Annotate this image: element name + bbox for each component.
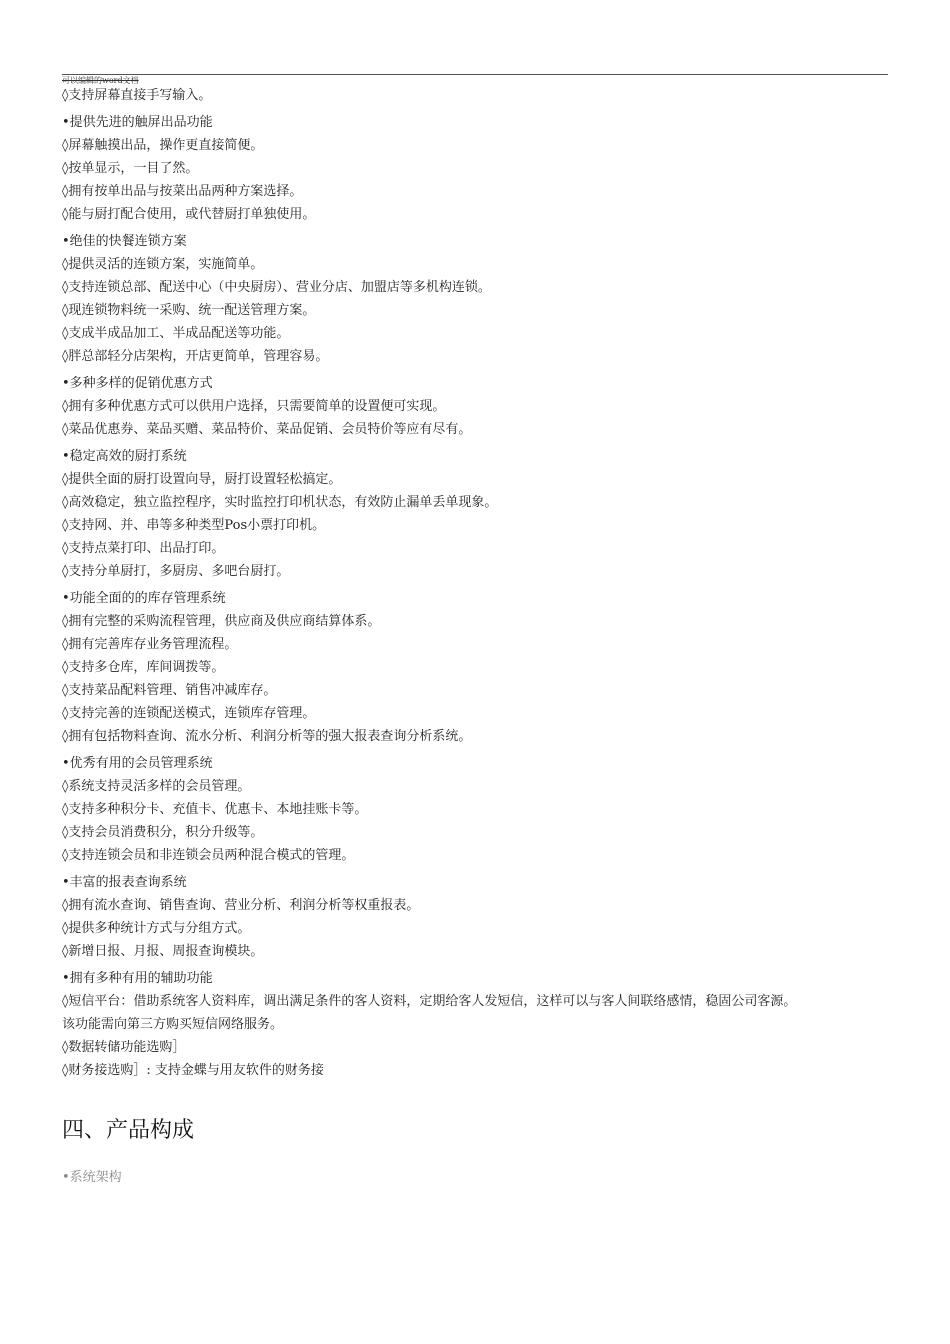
list-item: ◊支持分单厨打，多厨房、多吧台厨打。 [62,564,290,579]
list-item: ◊提供全面的厨打设置向导，厨打设置轻松搞定。 [62,472,342,487]
list-item: ◊支持会员消费积分，积分升级等。 [62,825,264,840]
section-title: •稳定高效的厨打系统 [62,449,187,464]
list-item: ◊支持屏幕直接手写输入。 [62,88,212,103]
list-item: ◊拥有按单出品与按菜出品两种方案选择。 [62,184,303,199]
list-item: ◊按单显示，一目了然。 [62,161,199,176]
section-title: •多种多样的促销优惠方式 [62,376,213,391]
section-kitchen-print [62,445,902,583]
chapter-heading: 四、产品构成 [62,1118,195,1143]
list-item: ◊拥有完整的采购流程管理，供应商及供应商结算体系。 [62,614,381,629]
section-reports [62,871,902,963]
header-note: 可以编辑的word文档 [62,76,139,85]
list-item: ◊财务接选购］: 支持金蝶与用友软件的财务接 [62,1063,324,1078]
list-item: ◊支持连锁总部、配送中心（中央厨房）、营业分店、加盟店等多机构连锁。 [62,280,491,295]
list-item: ◊拥有包括物料查询、流水分析、利润分析等的强大报表查询分析系统。 [62,729,472,744]
section-title: •提供先进的触屏出品功能 [62,115,213,130]
list-item: ◊支持完善的连锁配送模式，连锁库存管理。 [62,706,316,721]
list-item: ◊支持连锁会员和非连锁会员两种混合模式的管理。 [62,848,355,863]
list-item: ◊新增日报、月报、周报查询模块。 [62,944,264,959]
list-item: ◊支持点菜打印、出品打印。 [62,541,225,556]
section-title: •功能全面的的库存管理系统 [62,591,226,606]
list-item: ◊短信平台：借助系统客人资料库，调出满足条件的客人资料，定期给客人发短信，这样可以与客人间联络感情，稳固公司客源。 [62,994,797,1009]
list-item: ◊能与厨打配合使用，或代替厨打单独使用。 [62,207,316,222]
section-touch-output [62,111,902,226]
list-item: ◊系统支持灵活多样的会员管理。 [62,779,251,794]
list-item: ◊提供灵活的连锁方案，实施简单。 [62,257,264,272]
section-title: •丰富的报表查询系统 [62,875,187,890]
list-item: ◊高效稳定，独立监控程序，实时监控打印机状态，有效防止漏单丢单现象。 [62,495,498,510]
list-item: ◊支持多种积分卡、充值卡、优惠卡、本地挂账卡等。 [62,802,368,817]
list-item: ◊支持菜品配料管理、销售冲减库存。 [62,683,277,698]
list-item: ◊现连锁物料统一采购、统一配送管理方案。 [62,303,316,318]
section-membership [62,752,902,867]
list-item: ◊屏幕触摸出品，操作更直接简便。 [62,138,264,153]
list-item: ◊拥有完善库存业务管理流程。 [62,637,238,652]
document-body [62,84,902,1189]
sub-item-system-architecture: •系统架构 [62,1170,122,1185]
section-inventory [62,587,902,748]
list-item: 该功能需向第三方购买短信网络服务。 [62,1017,284,1032]
list-item: ◊支持网、并、串等多种类型Pos小票打印机。 [62,518,326,533]
list-item: ◊拥有多种优惠方式可以供用户选择，只需要简单的设置便可实现。 [62,399,446,414]
section-auxiliary [62,967,902,1082]
section-promotions [62,372,902,441]
list-item: ◊提供多种统计方式与分组方式。 [62,921,251,936]
header-rule [62,74,888,75]
list-item: ◊支成半成品加工、半成品配送等功能。 [62,326,290,341]
section-title: •优秀有用的会员管理系统 [62,756,213,771]
list-item: ◊胖总部轻分店架构，开店更简单，管理容易。 [62,349,329,364]
list-item: ◊菜品优惠券、菜品买赠、菜品特价、菜品促销、会员特价等应有尽有。 [62,422,472,437]
section-title: •绝佳的快餐连锁方案 [62,234,187,249]
list-item: ◊支持多仓库，库间调拨等。 [62,660,225,675]
section-title: •拥有多种有用的辅助功能 [62,971,213,986]
section-chain-solution [62,230,902,368]
list-item: ◊数据转储功能选购］ [62,1040,186,1055]
list-item: ◊拥有流水查询、销售查询、营业分析、利润分析等权重报表。 [62,898,420,913]
